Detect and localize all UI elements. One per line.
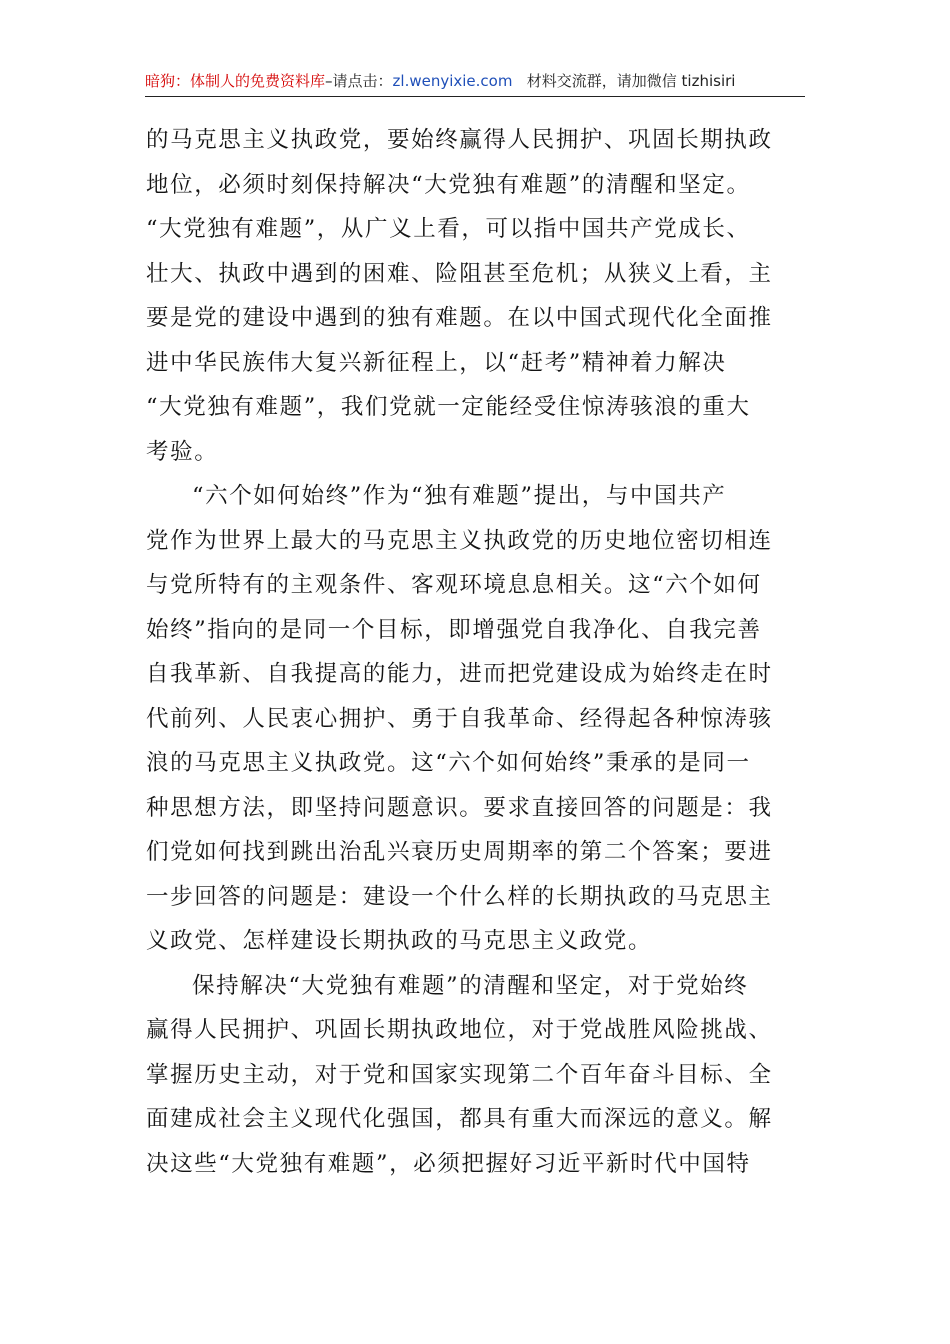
- document-body: [146, 118, 810, 1186]
- text-line: 保持解决“大党独有难题”的清醒和坚定，对于党始终: [192, 972, 749, 999]
- paragraph: [146, 964, 810, 1187]
- text-line: 义政党、怎样建设长期执政的马克思主义政党。: [146, 928, 653, 954]
- header-site-link[interactable]: zl.wenyixie.com: [392, 72, 513, 90]
- header-click-prompt: –请点击：: [325, 72, 393, 90]
- text-line: 地位，必须时刻保持解决“大党独有难题”的清醒和坚定。: [146, 171, 751, 198]
- text-line: 们党如何找到跳出治乱兴衰历史周期率的第二个答案；要进: [146, 839, 773, 865]
- text-line: 代前列、人民衷心拥护、勇于自我革命、经得起各种惊涛骇: [146, 705, 773, 732]
- paragraph: [146, 118, 810, 474]
- header-wechat-note: 材料交流群，请加微信 tizhisiri: [526, 72, 736, 90]
- text-line: 种思想方法，即坚持问题意识。要求直接回答的问题是：我: [146, 794, 773, 821]
- text-line: 进中华民族伟大复兴新征程上，以“赶考”精神着力解决: [146, 349, 727, 376]
- paragraph: [146, 474, 810, 964]
- text-line: 与党所特有的主观条件、客观环境息息相关。这“六个如何: [146, 572, 762, 598]
- page-header: [145, 66, 805, 97]
- header-site-name: 暗狗：体制人的免费资料库: [145, 72, 326, 90]
- text-line: “大党独有难题”，我们党就一定能经受住惊涛骇浪的重大: [146, 394, 751, 420]
- text-line: 壮大、执政中遇到的困难、险阻甚至危机；从狭义上看，主: [146, 260, 773, 287]
- text-line: 赢得人民拥护、巩固长期执政地位，对于党战胜风险挑战、: [146, 1017, 773, 1043]
- text-line: 考验。: [146, 438, 219, 465]
- text-line: “六个如何始终”作为“独有难题”提出，与中国共产: [192, 483, 727, 509]
- text-line: 决这些“大党独有难题”，必须把握好习近平新时代中国特: [146, 1150, 751, 1177]
- text-line: 始终”指向的是同一个目标，即增强党自我净化、自我完善: [146, 616, 762, 643]
- text-line: 浪的马克思主义执政党。这“六个如何始终”秉承的是同一: [146, 750, 751, 776]
- text-line: 掌握历史主动，对于党和国家实现第二个百年奋斗目标、全: [146, 1061, 773, 1088]
- text-line: 面建成社会主义现代化强国，都具有重大而深远的意义。解: [146, 1106, 773, 1132]
- text-line: 的马克思主义执政党，要始终赢得人民拥护、巩固长期执政: [146, 127, 773, 153]
- text-line: 自我革新、自我提高的能力，进而把党建设成为始终走在时: [146, 661, 773, 687]
- text-line: 一步回答的问题是：建设一个什么样的长期执政的马克思主: [146, 883, 773, 910]
- text-line: 党作为世界上最大的马克思主义执政党的历史地位密切相连: [146, 527, 773, 554]
- text-line: 要是党的建设中遇到的独有难题。在以中国式现代化全面推: [146, 305, 773, 331]
- text-line: “大党独有难题”，从广义上看，可以指中国共产党成长、: [146, 216, 751, 242]
